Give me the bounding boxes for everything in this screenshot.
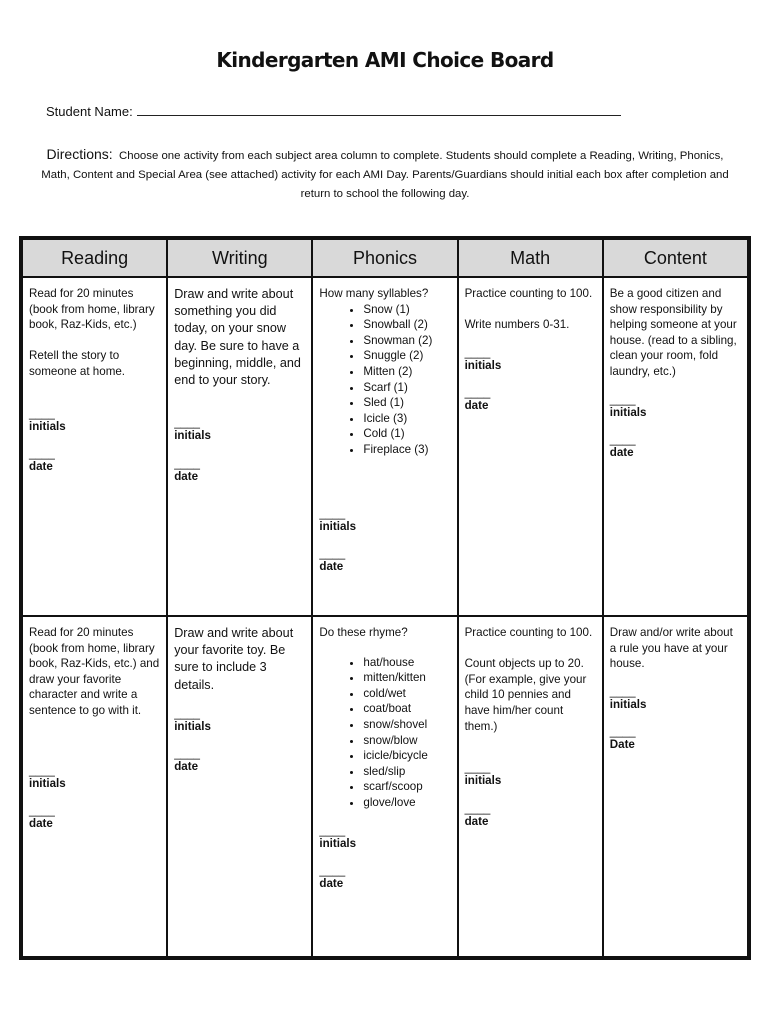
activity-text: Practice counting to 100. Count objects up to 20. (For example, give your child 10 pennies and have him/her count them.) — [464, 626, 593, 733]
activity-text: Be a good citizen and show responsibility by helping someone at your house. (read to a sibling, clean your room, fold laundry, etc.) — [609, 287, 737, 378]
cell-writing-2[interactable] — [167, 616, 312, 957]
initials-block[interactable]: ____ initials — [29, 408, 160, 435]
list-item: • Snowball (2) — [363, 317, 450, 333]
list-item: • Snuggle (2) — [363, 348, 450, 364]
rhyme-list — [319, 655, 450, 811]
list-item: • snow/blow — [363, 733, 450, 749]
date-label: date — [319, 877, 344, 891]
date-label: date — [29, 817, 53, 831]
date-block[interactable]: ____ Date — [610, 726, 741, 753]
date-label: date — [174, 469, 199, 483]
date-block[interactable]: ____ date — [319, 865, 450, 892]
list-item: • Icicle (3) — [363, 411, 450, 427]
initials-block[interactable]: ____ initials — [174, 417, 305, 444]
date-block[interactable]: ____ date — [174, 748, 305, 775]
date-block[interactable]: ____ date — [465, 387, 596, 414]
initials-label: initials — [319, 836, 357, 850]
date-block[interactable]: ____ date — [610, 434, 741, 461]
initials-block[interactable]: ____ initials — [610, 686, 741, 713]
page-title: Kindergarten AMI Choice Board — [216, 48, 554, 72]
activity-text: How many syllables? — [319, 287, 429, 300]
initials-label: initials — [464, 358, 502, 372]
activity-text: Read for 20 minutes (book from home, library book, Raz-Kids, etc.) and draw your favorite character and write a sentence to go with it. — [29, 626, 160, 717]
directions-text: Choose one activity from each subject area column to complete. Students should complete a Reading, Writing, Phonics, Math, Content and Special Area (see attached) activity for each AMI Day. Parents/Guardians should initial each box after completion and return to school the following day. — [41, 150, 729, 200]
initials-block[interactable]: ____ initials — [319, 508, 450, 535]
date-label: date — [464, 399, 489, 413]
initials-label: initials — [29, 776, 66, 790]
initials-label: initials — [29, 419, 66, 433]
date-block[interactable]: ____ date — [319, 548, 450, 575]
list-item: • Cold (1) — [363, 426, 450, 442]
list-item: • glove/love — [363, 795, 450, 811]
list-item: • Snowman (2) — [363, 333, 450, 349]
initials-label: initials — [174, 429, 211, 443]
list-item: • Scarf (1) — [363, 380, 450, 396]
header-math: Math — [458, 239, 603, 277]
list-item: • Sled (1) — [363, 395, 450, 411]
cell-reading-2[interactable] — [22, 616, 167, 957]
initials-block[interactable]: ____ initials — [610, 394, 741, 421]
cell-content-1[interactable] — [603, 277, 748, 616]
cell-phonics-2[interactable] — [312, 616, 457, 957]
cell-content-2[interactable] — [603, 616, 748, 957]
student-name-label: Student Name: — [46, 104, 133, 119]
list-item: • Fireplace (3) — [363, 442, 450, 458]
cell-writing-1[interactable] — [167, 277, 312, 616]
initials-label: initials — [464, 774, 502, 788]
initials-label: initials — [609, 405, 647, 419]
activity-text: Draw and write about your favorite toy. Be sure to include 3 details. — [174, 626, 294, 692]
list-item: • Snow (1) — [363, 302, 450, 318]
student-name-line[interactable] — [137, 103, 621, 116]
initials-label: initials — [319, 519, 357, 533]
activity-text: Do these rhyme? — [319, 626, 408, 639]
list-item: • sled/slip — [363, 764, 450, 780]
initials-block[interactable]: ____ initials — [319, 825, 450, 852]
header-writing: Writing — [167, 239, 312, 277]
date-label: date — [29, 460, 53, 474]
date-block[interactable]: ____ date — [465, 803, 596, 830]
syllable-list — [319, 302, 450, 458]
cell-math-2[interactable] — [458, 616, 603, 957]
initials-block[interactable]: ____ initials — [465, 762, 596, 789]
choice-board-table — [21, 238, 749, 958]
date-label: date — [319, 560, 344, 574]
date-label: Date — [609, 738, 635, 752]
list-item: • Mitten (2) — [363, 364, 450, 380]
date-label: date — [464, 814, 489, 828]
date-block[interactable]: ____ date — [29, 805, 160, 832]
directions — [40, 145, 730, 204]
date-block[interactable]: ____ date — [29, 448, 160, 475]
activity-text: Practice counting to 100. Write numbers 0-31. — [464, 287, 593, 332]
cell-math-1[interactable] — [458, 277, 603, 616]
date-label: date — [609, 446, 634, 460]
list-item: • cold/wet — [363, 686, 450, 702]
list-item: • icicle/bicycle — [363, 748, 450, 764]
header-row — [22, 239, 748, 277]
table-row — [22, 616, 748, 957]
header-content: Content — [603, 239, 748, 277]
student-name-field[interactable] — [46, 103, 621, 119]
list-item: • scarf/scoop — [363, 779, 450, 795]
date-label: date — [174, 760, 199, 774]
activity-text: Draw and/or write about a rule you have at your house. — [609, 626, 733, 671]
activity-text: Read for 20 minutes (book from home, library book, Raz-Kids, etc.) Retell the story to someone at home. — [29, 287, 155, 378]
header-phonics: Phonics — [312, 239, 457, 277]
list-item: • hat/house — [363, 655, 450, 671]
activity-text: Draw and write about something you did today, on your snow day. Be sure to have a beginning, middle, and end to your story. — [174, 287, 301, 388]
choice-board — [19, 236, 751, 960]
table-row — [22, 277, 748, 616]
list-item: • snow/shovel — [363, 717, 450, 733]
initials-label: initials — [609, 697, 647, 711]
cell-reading-1[interactable] — [22, 277, 167, 616]
list-item: • mitten/kitten — [363, 670, 450, 686]
cell-phonics-1[interactable] — [312, 277, 457, 616]
list-item: • coat/boat — [363, 701, 450, 717]
initials-block[interactable]: ____ initials — [174, 708, 305, 735]
initials-block[interactable]: ____ initials — [29, 765, 160, 792]
directions-label: Directions: — [46, 146, 113, 162]
header-reading: Reading — [22, 239, 167, 277]
initials-label: initials — [174, 719, 211, 733]
initials-block[interactable]: ____ initials — [465, 347, 596, 374]
date-block[interactable]: ____ date — [174, 458, 305, 485]
